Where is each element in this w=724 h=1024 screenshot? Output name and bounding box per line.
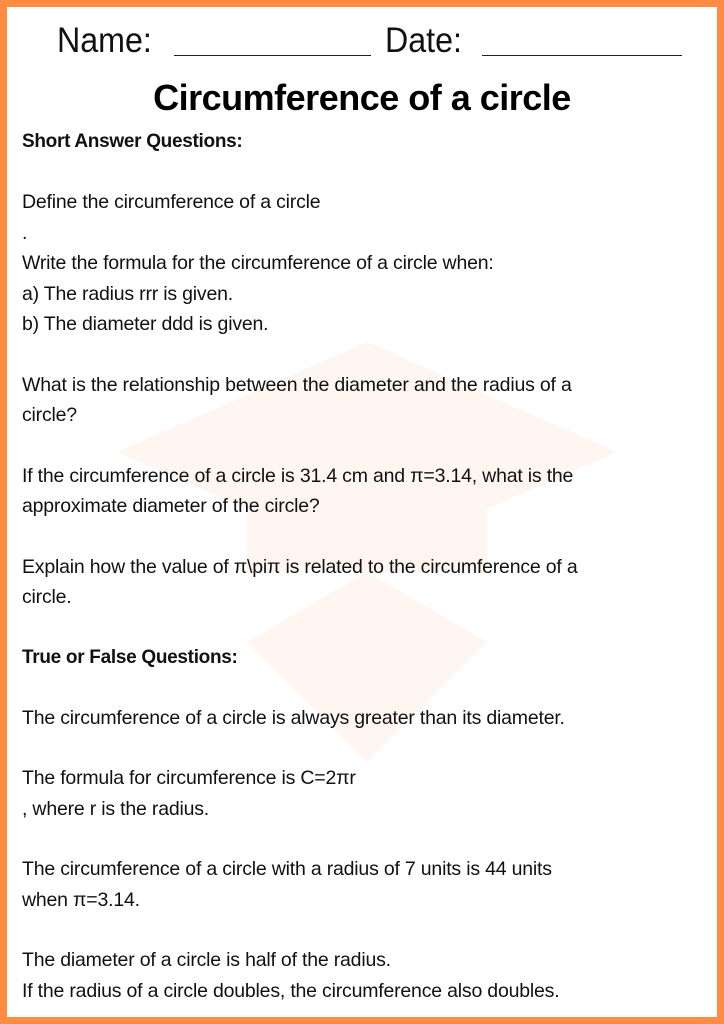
statement-line: , where r is the radius. — [22, 797, 210, 820]
question-line: a) The radius rrr is given. — [22, 282, 233, 305]
statement-line: If the radius of a circle doubles, the circumference also doubles. — [22, 979, 560, 1002]
name-label: Name: — [57, 21, 152, 60]
question-line: If the circumference of a circle is 31.4 cm and π=3.14, what is the — [22, 464, 574, 487]
statement-line: The formula for circumference is C=2πr — [22, 767, 356, 789]
question-line: What is the relationship between the diameter and the radius of a — [22, 373, 572, 396]
question-line: circle? — [22, 404, 77, 426]
name-field[interactable] — [174, 55, 371, 56]
date-label: Date: — [385, 21, 462, 60]
question-line: Explain how the value of π\piπ is related to the circumference of a — [22, 555, 578, 578]
question-line: . — [22, 221, 28, 244]
question-line: Write the formula for the circumference of a circle when: — [22, 252, 494, 274]
question-line: circle. — [22, 586, 72, 608]
statement-line: when π=3.14. — [22, 888, 140, 911]
date-field[interactable] — [482, 55, 682, 56]
name-date-header — [7, 21, 717, 71]
short-answer-heading: Short Answer Questions: — [22, 131, 243, 152]
statement-line: The circumference of a circle with a radius of 7 units is 44 units — [22, 858, 552, 880]
question-line: approximate diameter of the circle? — [22, 495, 320, 517]
statement-line: The diameter of a circle is half of the radius. — [22, 949, 391, 971]
worksheet-page — [7, 7, 717, 1017]
worksheet-content — [22, 127, 702, 1006]
question-line: b) The diameter ddd is given. — [22, 313, 269, 335]
statement-line: The circumference of a circle is always greater than its diameter. — [22, 706, 565, 729]
question-line: Define the circumference of a circle — [22, 191, 321, 213]
page-title: Circumference of a circle — [153, 77, 571, 118]
true-false-heading: True or False Questions: — [22, 646, 238, 668]
